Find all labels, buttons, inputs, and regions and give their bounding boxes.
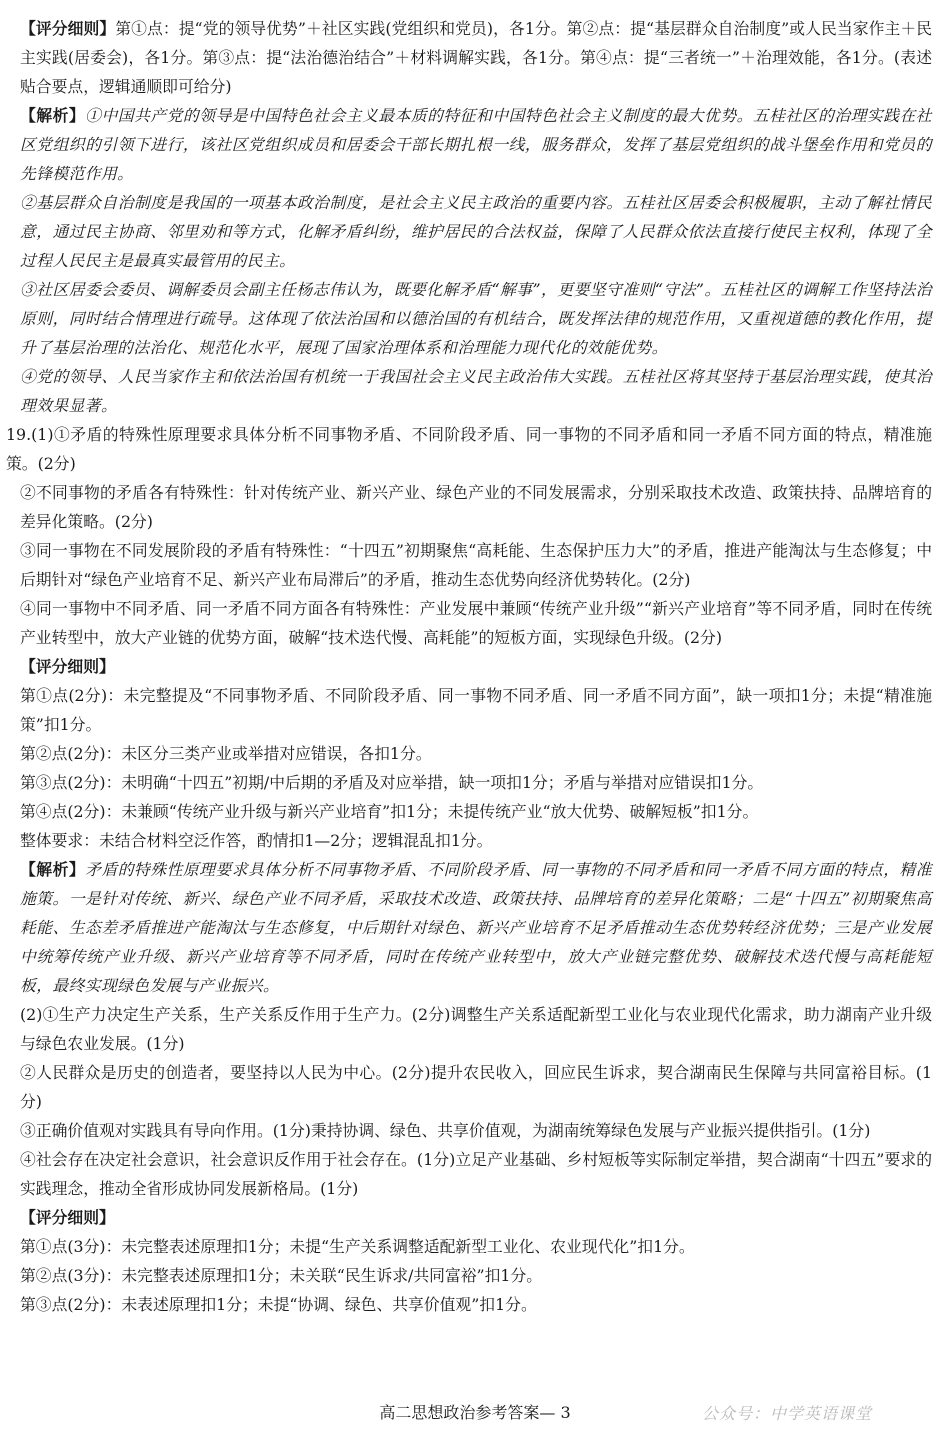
analysis-18-p1 bbox=[20, 101, 932, 188]
scoring-19-1-line5: 整体要求：未结合材料空泛作答，酌情扣1—2分；逻辑混乱扣1分。 bbox=[20, 831, 493, 850]
analysis-tag: 【解析】 bbox=[20, 860, 86, 879]
scoring-19-2-line3: 第③点(2分)：未表述原理扣1分；未提“协调、绿色、共享价值观”扣1分。 bbox=[20, 1295, 537, 1314]
scoring-19-1-line3: 第③点(2分)：未明确“十四五”初期/中后期的矛盾及对应举措，缺一项扣1分；矛盾与举措对应错误扣1分。 bbox=[20, 773, 764, 792]
scoring-rules-18 bbox=[20, 14, 932, 101]
analysis-18-p4: ④党的领导、人民当家作主和依法治国有机统一于我国社会主义民主政治伟大实践。五桂社区将其坚持于基层治理实践，使其治理效果显著。 bbox=[20, 367, 932, 415]
scoring-tag-19-1: 【评分细则】 bbox=[20, 657, 115, 676]
scoring-19-2-line1: 第①点(3分)：未完整表述原理扣1分；未提“生产关系调整适配新型工业化、农业现代化”扣1分。 bbox=[20, 1237, 695, 1256]
scoring-19-1-line2: 第②点(2分)：未区分三类产业或举措对应错误，各扣1分。 bbox=[20, 744, 432, 763]
q19-part2-point2: ②人民群众是历史的创造者，要坚持以人民为中心。(2分)提升农民收入，回应民生诉求，契合湖南民生保障与共同富裕目标。(1分) bbox=[20, 1063, 932, 1111]
scoring-19-2-line2: 第②点(3分)：未完整表述原理扣1分；未关联“民生诉求/共同富裕”扣1分。 bbox=[20, 1266, 543, 1285]
q19-part2-point4: ④社会存在决定社会意识，社会意识反作用于社会存在。(1分)立足产业基础、乡村短板等实际制定举措，契合湖南“十四五”要求的实践理念，推动全省形成协同发展新格局。(1分) bbox=[20, 1150, 932, 1198]
q19-part2-point3: ③正确价值观对实践具有导向作用。(1分)秉持协调、绿色、共享价值观，为湖南统筹绿色发展与产业振兴提供指引。(1分) bbox=[20, 1121, 871, 1140]
q19-part1-point3: ③同一事物在不同发展阶段的矛盾有特殊性：“十四五”初期聚焦“高耗能、生态保护压力大”的矛盾，推进产能淘汰与生态修复；中后期针对“绿色产业培育不足、新兴产业布局滞后”的矛盾，推动生态优势向经济优势转化。(2分) bbox=[20, 541, 932, 589]
scoring-19-1-line4: 第④点(2分)：未兼顾“传统产业升级与新兴产业培育”扣1分；未提传统产业“放大优势、破解短板”扣1分。 bbox=[20, 802, 759, 821]
analysis-18-p3: ③社区居委会委员、调解委员会副主任杨志伟认为，既要化解矛盾“解事”，更要坚守准则“守法”。五桂社区的调解工作坚持法治原则，同时结合情理进行疏导。这体现了依法治国和以德治国的有机结合，既发挥法律的规范作用，又重视道德的教化作用，提升了基层治理的法治化、规范化水平，展现了国家治理体系和治理能力现代化的效能优势。 bbox=[20, 280, 932, 357]
q19-part2-point1: (2)①生产力决定生产关系，生产关系反作用于生产力。(2分)调整生产关系适配新型工业化与农业现代化需求，助力湖南产业升级与绿色农业发展。(1分) bbox=[20, 1005, 932, 1053]
page-footer: 高二思想政治参考答案— 3 bbox=[379, 1403, 571, 1422]
analysis-19-1 bbox=[20, 855, 932, 1000]
analysis-text: ①中国共产党的领导是中国特色社会主义最本质的特征和中国特色社会主义制度的最大优势。五桂社区的治理实践在社区党组织的引领下进行，该社区党组织成员和居委会干部长期扎根一线，服务群众，发挥了基层党组织的战斗堡垒作用和党员的先锋模范作用。 bbox=[20, 106, 932, 183]
analysis-text: 矛盾的特殊性原理要求具体分析不同事物矛盾、不同阶段矛盾、同一事物的不同矛盾和同一矛盾不同方面的特点，精准施策。一是针对传统、新兴、绿色产业不同矛盾，采取技术改造、政策扶持、品牌培育的差异化策略；二是“十四五”初期聚焦高耗能、生态差矛盾推进产能淘汰与生态修复，中后期针对绿色、新兴产业培育不足矛盾推动生态优势转经济优势；三是产业发展中统筹传统产业升级、新兴产业培育等不同矛盾，同时在传统产业转型中，放大产业链完整优势、破解技术迭代慢与高耗能短板，最终实现绿色发展与产业振兴。 bbox=[20, 860, 932, 995]
analysis-18-p2: ②基层群众自治制度是我国的一项基本政治制度，是社会主义民主政治的重要内容。五桂社区居委会积极履职，主动了解社情民意，通过民主协商、邻里劝和等方式，化解矛盾纠纷，维护居民的合法权益，保障了人民群众依法直接行使民主权利，体现了全过程人民民主是最真实最管用的民主。 bbox=[20, 193, 932, 270]
question-19-intro bbox=[6, 420, 932, 478]
scoring-tag: 【评分细则】 bbox=[20, 19, 116, 38]
analysis-tag: 【解析】 bbox=[20, 106, 86, 125]
question-number: 19. bbox=[6, 425, 32, 444]
q19-part1-point2: ②不同事物的矛盾各有特殊性：针对传统产业、新兴产业、绿色产业的不同发展需求，分别采取技术改造、政策扶持、品牌培育的差异化策略。(2分) bbox=[20, 483, 932, 531]
scoring-tag-19-2: 【评分细则】 bbox=[20, 1208, 115, 1227]
q19-part1-point4: ④同一事物中不同矛盾、同一矛盾不同方面各有特殊性：产业发展中兼顾“传统产业升级”“新兴产业培育”等不同矛盾，同时在传统产业转型中，放大产业链的优势方面，破解“技术迭代慢、高耗能”的短板方面，实现绿色升级。(2分) bbox=[20, 599, 932, 647]
watermark: 公众号：中学英语课堂 bbox=[701, 1404, 872, 1423]
q19-part1-point1: (1)①矛盾的特殊性原理要求具体分析不同事物矛盾、不同阶段矛盾、同一事物的不同矛盾和同一矛盾不同方面的特点，精准施策。(2分) bbox=[6, 425, 932, 473]
scoring-19-1-line1: 第①点(2分)：未完整提及“不同事物矛盾、不同阶段矛盾、同一事物不同矛盾、同一矛盾不同方面”，缺一项扣1分；未提“精准施策”扣1分。 bbox=[20, 686, 932, 734]
scoring-text: 第①点：提“党的领导优势”＋社区实践(党组织和党员)，各1分。第②点：提“基层群众自治制度”或人民当家作主＋民主实践(居委会)，各1分。第③点：提“法治德治结合”＋材料调解实践，各1分。第④点：提“三者统一”＋治理效能，各1分。(表述贴合要点，逻辑通顺即可给分) bbox=[20, 19, 932, 96]
